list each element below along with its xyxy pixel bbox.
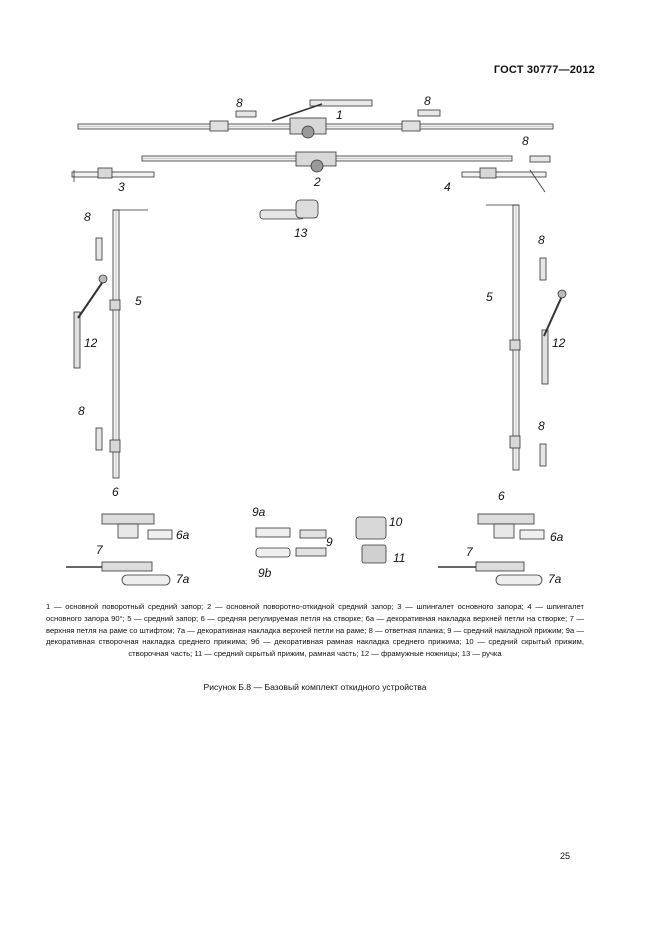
middle-lock-right	[486, 205, 520, 470]
callout-12-left: 12	[84, 336, 98, 350]
callout-4: 4	[444, 180, 451, 194]
striker-plate	[540, 258, 546, 280]
striker-plate	[540, 444, 546, 466]
callout-8-top-mid: 8	[424, 94, 431, 108]
callout-5-right: 5	[486, 290, 493, 304]
callout-3: 3	[118, 180, 125, 194]
callout-6-right: 6	[498, 489, 505, 503]
callout-8-top-left: 8	[236, 96, 243, 110]
espagnolette-right	[462, 168, 546, 192]
transom-scissors-left	[74, 275, 107, 368]
callout-8-right-upper: 8	[538, 233, 545, 247]
tilt-turn-lock-bar	[142, 152, 512, 172]
figure-legend	[46, 601, 584, 660]
callout-8-top-right: 8	[522, 134, 529, 148]
callout-9b: 9b	[258, 566, 272, 580]
callout-7a-right: 7а	[548, 572, 562, 586]
callout-9a: 9а	[252, 505, 266, 519]
striker-plate	[96, 428, 102, 450]
striker-plate	[236, 111, 256, 117]
figure-caption: Рисунок Б.8 — Базовый комплект откидного устройства	[203, 682, 427, 692]
callout-9: 9	[326, 535, 333, 549]
striker-plate	[530, 156, 550, 162]
standard-header: ГОСТ 30777—2012	[493, 64, 595, 76]
striker-plate	[96, 238, 102, 260]
callout-2: 2	[314, 175, 321, 189]
callout-1: 1	[336, 108, 343, 122]
callout-8-right-lower: 8	[538, 419, 545, 433]
callout-6a-left: 6а	[176, 528, 190, 542]
main-turn-lock-bar	[78, 100, 553, 138]
callout-5-left: 5	[135, 294, 142, 308]
callout-6-left: 6	[112, 485, 119, 499]
pressure-set-middle	[256, 517, 386, 563]
handle-drawing	[260, 200, 318, 219]
callout-6a-right: 6а	[550, 530, 564, 544]
hinge-set-left	[66, 514, 172, 585]
callout-12-right: 12	[552, 336, 566, 350]
middle-lock-left	[110, 210, 148, 478]
page-number: 25	[560, 851, 571, 861]
callout-11: 11	[393, 551, 406, 565]
striker-plate	[418, 110, 440, 116]
espagnolette-left	[72, 168, 154, 182]
callout-13: 13	[294, 226, 308, 240]
callout-7-right: 7	[466, 545, 473, 559]
callout-7-left: 7	[96, 543, 103, 557]
legend-text: 1 — основной поворотный средний запор; 2 — основной поворотно-откидной средний запор; 3 — шпингалет основного запора; 4 — шпингалет основного запора 90°; 5 — средний запор; 6 — средняя регулируемая петля на створке; 6а — декоративная накладка верхней петли на створке; 7 — верхняя петля на раме со штифтом; 7а — декоративная накладка верхней петли на раме; 8 — ответная планка; 9 — средний накладной прижим; 9а — декоративная створочная накладка среднего прижима; 9б — декоративная рамная накладка среднего прижима; 10 — средний скрытый прижим, створочная часть; 11 — средний скрытый прижим, рамная часть; 12 — фрамужные ножницы; 13 — ручка	[46, 602, 584, 659]
callout-8-left-upper: 8	[84, 210, 91, 224]
hinge-set-right	[438, 514, 544, 585]
callout-7a-left: 7а	[176, 572, 190, 586]
callout-8-left-lower: 8	[78, 404, 85, 418]
callout-10: 10	[389, 515, 403, 529]
